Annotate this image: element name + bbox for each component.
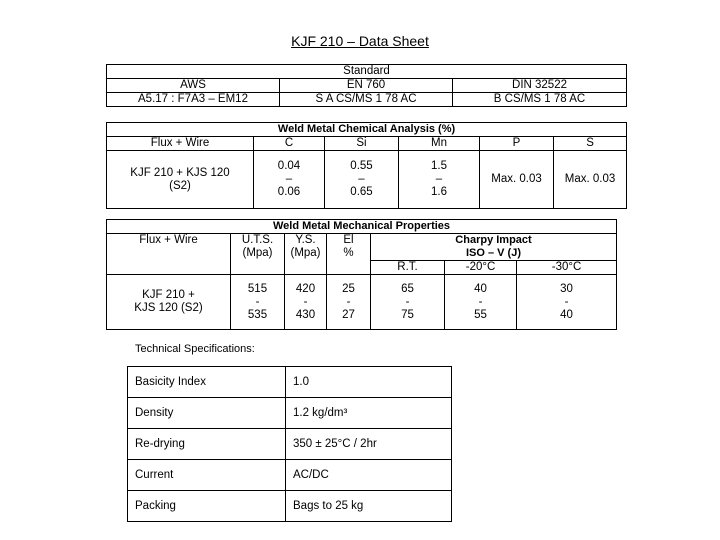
spec-name: Density [128, 398, 286, 429]
mechanical-ys-max: 430 [295, 308, 316, 321]
mechanical-m30-dash: - [564, 295, 569, 308]
spec-value: Bags to 25 kg [286, 491, 452, 522]
mechanical-m20-dash: - [478, 295, 483, 308]
mechanical-col-ys-line1: Y.S. [295, 234, 316, 246]
mechanical-rt-max: 75 [401, 308, 414, 321]
chemical-col-mn: Mn [399, 137, 480, 151]
mechanical-temp-m20: -20°C [445, 261, 517, 275]
mechanical-header: Weld Metal Mechanical Properties [107, 220, 617, 234]
mechanical-m30-cell [517, 275, 617, 330]
standard-aws-value: A5.17 : F7A3 – EM12 [107, 93, 280, 107]
chemical-c-max: 0.06 [277, 186, 301, 198]
mechanical-flux-line1: KJF 210 + [142, 289, 195, 301]
mechanical-m30-max: 40 [560, 308, 573, 321]
mechanical-rt-dash: - [405, 295, 410, 308]
mechanical-m20-max: 55 [474, 308, 487, 321]
mechanical-rt-min: 65 [401, 282, 414, 295]
spec-value: 1.2 kg/dm³ [286, 398, 452, 429]
mechanical-m30-min: 30 [560, 282, 573, 295]
chemical-flux-line2: (S2) [169, 179, 191, 192]
mechanical-col-charpy [371, 234, 617, 261]
chemical-si-dash: – [358, 173, 365, 185]
chemical-col-flux: Flux + Wire [107, 137, 254, 151]
mechanical-ys-min: 420 [295, 282, 316, 295]
spec-name: Packing [128, 491, 286, 522]
mechanical-el-min: 25 [342, 282, 355, 295]
chemical-si-min: 0.55 [350, 160, 373, 172]
chemical-flux-cell [107, 151, 254, 209]
table-row [128, 460, 452, 491]
standard-en-value: S A CS/MS 1 78 AC [280, 93, 453, 107]
chemical-mn-max: 1.6 [431, 186, 447, 198]
chemical-header: Weld Metal Chemical Analysis (%) [107, 123, 627, 137]
table-row [128, 367, 452, 398]
chemical-c-dash: – [285, 173, 293, 185]
standard-din-value: B CS/MS 1 78 AC [453, 93, 627, 107]
mechanical-el-cell [327, 275, 371, 330]
mechanical-col-flux: Flux + Wire [107, 234, 231, 275]
chemical-mn-cell [399, 151, 480, 209]
mechanical-temp-rt: R.T. [371, 261, 445, 275]
chemical-c-cell [254, 151, 325, 209]
mechanical-uts-min: 515 [247, 282, 268, 295]
chemical-si-cell [325, 151, 399, 209]
table-row [128, 429, 452, 460]
mechanical-flux-line2: KJS 120 (S2) [134, 302, 203, 314]
mechanical-col-charpy-line1: Charpy Impact [455, 234, 532, 246]
standard-en-label: EN 760 [280, 79, 453, 93]
mechanical-col-el-line2: % [343, 247, 354, 259]
spec-value: 1.0 [286, 367, 452, 398]
chemical-c-min: 0.04 [277, 160, 301, 172]
spec-value: AC/DC [286, 460, 452, 491]
technical-specifications-table [127, 366, 452, 522]
mechanical-properties-table [106, 219, 617, 330]
chemical-si-max: 0.65 [350, 186, 373, 198]
spec-name: Re-drying [128, 429, 286, 460]
mechanical-flux-cell [107, 275, 231, 330]
mechanical-col-charpy-line2: ISO – V (J) [465, 247, 522, 259]
table-row [128, 491, 452, 522]
spec-name: Current [128, 460, 286, 491]
chemical-p-value: Max. 0.03 [480, 151, 554, 209]
spec-name: Basicity Index [128, 367, 286, 398]
chemical-mn-min: 1.5 [431, 160, 447, 172]
chemical-col-si: Si [325, 137, 399, 151]
mechanical-col-ys-line2: (Mpa) [290, 247, 321, 259]
mechanical-el-max: 27 [342, 308, 355, 321]
mechanical-m20-cell [445, 275, 517, 330]
chemical-analysis-table [106, 122, 627, 209]
mechanical-col-uts-line2: (Mpa) [242, 247, 273, 259]
mechanical-rt-cell [371, 275, 445, 330]
chemical-flux-line1: KJF 210 + KJS 120 [130, 166, 230, 179]
chemical-s-value: Max. 0.03 [554, 151, 627, 209]
technical-specifications-label: Technical Specifications: [135, 343, 255, 355]
chemical-col-s: S [554, 137, 627, 151]
spec-value: 350 ± 25°C / 2hr [286, 429, 452, 460]
standard-table [106, 64, 627, 107]
mechanical-uts-max: 535 [247, 308, 268, 321]
table-row [128, 398, 452, 429]
standard-aws-label: AWS [107, 79, 280, 93]
mechanical-uts-dash: - [255, 295, 260, 308]
mechanical-el-dash: - [346, 295, 351, 308]
mechanical-col-uts-line1: U.T.S. [241, 234, 274, 246]
mechanical-col-el-line1: El [343, 234, 354, 246]
page-title: KJF 210 – Data Sheet [291, 33, 429, 49]
chemical-mn-dash: – [435, 173, 443, 185]
mechanical-m20-min: 40 [474, 282, 487, 295]
mechanical-ys-cell [285, 275, 327, 330]
mechanical-uts-cell [231, 275, 285, 330]
mechanical-col-uts [231, 234, 285, 275]
mechanical-col-el [327, 234, 371, 275]
chemical-col-c: C [254, 137, 325, 151]
standard-header: Standard [107, 65, 627, 79]
mechanical-ys-dash: - [303, 295, 308, 308]
mechanical-col-ys [285, 234, 327, 275]
chemical-col-p: P [480, 137, 554, 151]
mechanical-temp-m30: -30°C [517, 261, 617, 275]
standard-din-label: DIN 32522 [453, 79, 627, 93]
